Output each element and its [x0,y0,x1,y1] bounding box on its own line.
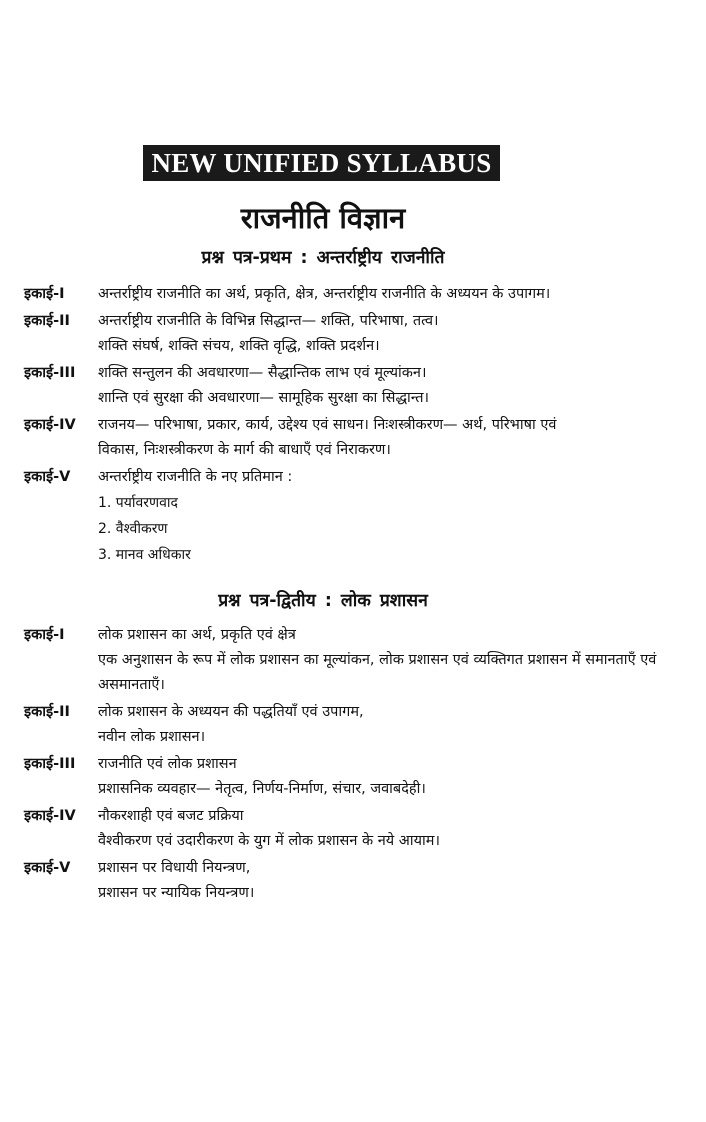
paper1-unit-4 [24,413,700,463]
unit-body [98,623,700,698]
unit-line: एक अनुशासन के रूप में लोक प्रशासन का मूल्यांकन, लोक प्रशासन एवं व्यक्तिगत प्रशासन में समानताएँ एवं असमानताएँ। [98,652,657,693]
unit-line: शक्ति संघर्ष, शक्ति संचय, शक्ति वृद्धि, शक्ति प्रदर्शन। [98,338,380,354]
unit-body [98,282,700,307]
unit-label: इकाई-I [24,627,65,643]
paper1-unit-5 [24,465,700,568]
list-item: 1. पर्यावरणवाद [98,495,178,511]
unit-line: अन्तर्राष्ट्रीय राजनीति के नए प्रतिमान : [98,469,293,485]
paper1-title: प्रश्न पत्र-प्रथम : अन्तर्राष्ट्रीय राजनीति [201,248,445,268]
paper1-unit-3 [24,361,700,411]
unit-label: इकाई-IV [24,808,76,824]
unit-body [98,413,700,463]
list-item: 3. मानव अधिकार [98,547,191,563]
unit-line: अन्तर्राष्ट्रीय राजनीति का अर्थ, प्रकृति, क्षेत्र, अन्तर्राष्ट्रीय राजनीति के अध्ययन के उपागम। [98,286,551,302]
unit-label: इकाई-II [24,704,70,720]
unit-body [98,700,700,750]
unit-line: शक्ति सन्तुलन की अवधारणा— सैद्धान्तिक लाभ एवं मूल्यांकन। [98,365,427,381]
unit-line: नौकरशाही एवं बजट प्रक्रिया [98,808,244,824]
unit-body [98,361,700,411]
unit-label: इकाई-III [24,756,76,772]
paper1-unit-2 [24,309,700,359]
paper2-units [24,623,700,908]
unit-label: इकाई-II [24,313,70,329]
unit-body [98,309,700,359]
unit-line: शान्ति एवं सुरक्षा की अवधारणा— सामूहिक सुरक्षा का सिद्धान्त। [98,390,430,406]
paper2-unit-3 [24,752,700,802]
unit-line: वैश्वीकरण एवं उदारीकरण के युग में लोक प्रशासन के नये आयाम। [98,833,440,849]
unit-line: प्रशासन पर विधायी नियन्त्रण, [98,860,251,876]
unit-line: विकास, निःशस्त्रीकरण के मार्ग की बाधाएँ एवं निराकरण। [98,442,391,458]
unit-body [98,856,700,906]
unit-line: प्रशासनिक व्यवहार— नेतृत्व, निर्णय-निर्माण, संचार, जवाबदेही। [98,781,426,797]
unit-line: राजनीति एवं लोक प्रशासन [98,756,237,772]
unit-line: नवीन लोक प्रशासन। [98,729,206,745]
list-item: 2. वैश्वीकरण [98,521,168,537]
paper2-unit-2 [24,700,700,750]
unit-label: इकाई-IV [24,417,76,433]
paper2-title: प्रश्न पत्र-द्वितीय : लोक प्रशासन [218,591,428,611]
paper1-unit-1 [24,282,700,307]
unit-label: इकाई-III [24,365,76,381]
paper2-unit-1 [24,623,700,698]
unit-line: अन्तर्राष्ट्रीय राजनीति के विभिन्न सिद्धान्त— शक्ति, परिभाषा, तत्व। [98,313,439,329]
subject-title: राजनीति विज्ञान [240,201,406,235]
unit-label: इकाई-V [24,469,71,485]
unit-label: इकाई-V [24,860,71,876]
unit-line: राजनय— परिभाषा, प्रकार, कार्य, उद्देश्य एवं साधन। निःशस्त्रीकरण— अर्थ, परिभाषा एवं [98,417,557,433]
unit-line: लोक प्रशासन का अर्थ, प्रकृति एवं क्षेत्र [98,627,296,643]
unit-body [98,752,700,802]
unit-body [98,465,700,568]
unit-label: इकाई-I [24,286,65,302]
syllabus-banner: NEW UNIFIED SYLLABUS [143,145,500,181]
unit-line: लोक प्रशासन के अध्ययन की पद्धतियाँ एवं उपागम, [98,704,364,720]
unit-line: प्रशासन पर न्यायिक नियन्त्रण। [98,885,255,901]
paper1-units [24,282,700,570]
paper2-unit-4 [24,804,700,854]
paper2-unit-5 [24,856,700,906]
unit-body [98,804,700,854]
